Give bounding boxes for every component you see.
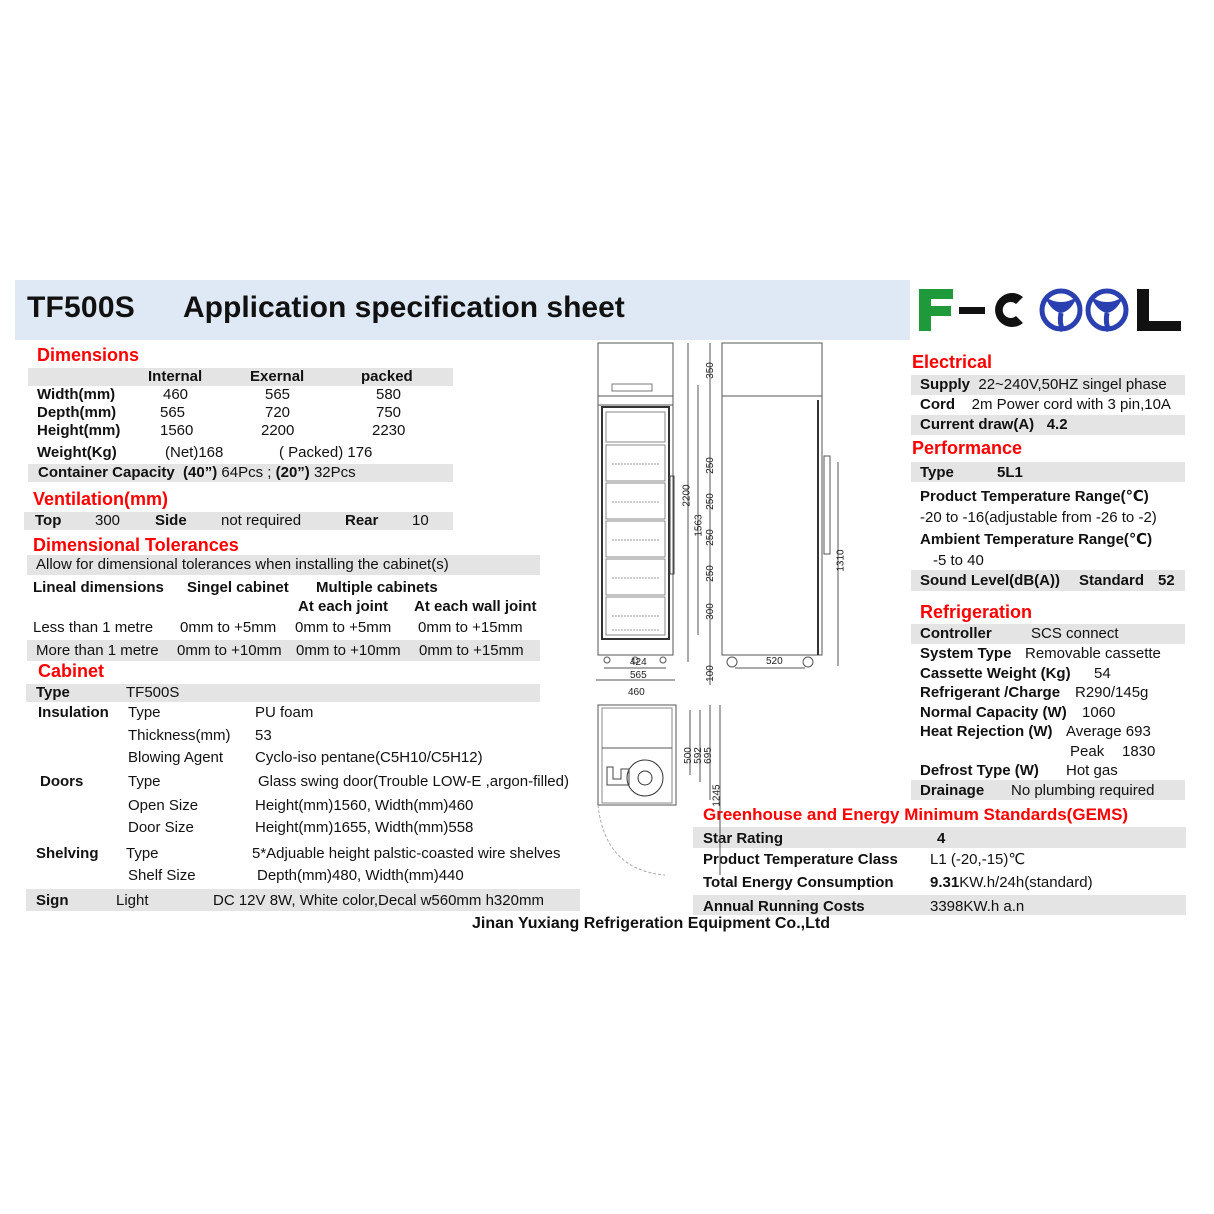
ambient-temp-value: -5 to 40 <box>933 552 984 569</box>
col-multiple: Multiple cabinets <box>316 579 438 596</box>
sound-value: 52 <box>1158 572 1175 589</box>
vent-top-value: 300 <box>95 512 121 529</box>
handle-height: 1310 <box>835 549 847 572</box>
front-inner-height: 1563 <box>693 514 705 537</box>
tol-wall: 0mm to +15mm <box>419 642 524 659</box>
refrigerant-value: R290/145g <box>1075 684 1149 701</box>
spec-key: Shelf Size <box>128 867 196 884</box>
row-label: Height(mm) <box>37 422 121 439</box>
supply-row <box>920 376 1167 394</box>
energy-label: Total Energy Consumption <box>703 874 894 891</box>
shelving-label: Shelving <box>36 845 99 862</box>
col-lineal: Lineal dimensions <box>33 579 164 596</box>
swirl-o-icon <box>1042 291 1080 331</box>
sign-label: Sign <box>36 892 69 909</box>
spec-value: 5*Adjuable height palstic-coasted wire shelves <box>252 845 561 862</box>
tol-row-label: More than 1 metre <box>36 642 159 659</box>
section-heading-performance: Performance <box>912 438 1023 458</box>
spec-key: Blowing Agent <box>128 749 224 766</box>
container-capacity <box>38 464 356 482</box>
cell: 1560 <box>160 422 194 439</box>
container-20-value: 32Pcs <box>313 464 356 481</box>
company-name: Jinan Yuxiang Refrigeration Equipment Co.,Ltd <box>472 915 830 932</box>
side-wheel-depth: 520 <box>766 656 783 667</box>
front-total-height: 2200 <box>681 484 693 507</box>
ambient-temp-label: Ambient Temperature Range(℃) <box>920 531 1153 548</box>
section-heading-cabinet: Cabinet <box>38 661 105 681</box>
spec-value: Height(mm)1655, Width(mm)558 <box>255 819 474 836</box>
cord-label: Cord <box>920 396 955 413</box>
cell: 720 <box>265 404 291 421</box>
section-heading-refrigeration: Refrigeration <box>920 602 1033 622</box>
vent-rear-value: 10 <box>412 512 429 529</box>
f-cool-logo <box>915 283 1185 337</box>
front-side-elevation-drawing <box>590 340 860 690</box>
current-label: Current draw(A) <box>920 416 1035 433</box>
spec-key: Open Size <box>128 797 199 814</box>
heat-average: Average 693 <box>1066 723 1151 740</box>
segment-250: 250 <box>704 457 716 474</box>
star-label: Star Rating <box>703 830 784 847</box>
product-temp-label: Product Temperature Range(℃) <box>920 488 1149 505</box>
door-swing-depth: 1245 <box>711 784 723 807</box>
cell: 565 <box>160 404 186 421</box>
annual-value: 3398KW.h a.n <box>930 898 1025 915</box>
col-joint: At each joint <box>298 598 389 615</box>
spec-key: Type <box>128 773 161 790</box>
spec-key: Door Size <box>128 819 194 836</box>
cell: 565 <box>265 386 291 403</box>
tol-single: 0mm to +5mm <box>180 619 277 636</box>
capacity-label: Normal Capacity (W) <box>920 704 1067 721</box>
section-heading-gems: Greenhouse and Energy Minimum Standards(GEMS) <box>703 805 1129 824</box>
segment-250: 250 <box>704 493 716 510</box>
perf-type-label: Type <box>920 464 954 481</box>
vent-rear-label: Rear <box>345 512 379 529</box>
col-external: Exernal <box>250 368 305 385</box>
segment-250: 250 <box>704 529 716 546</box>
front-outer-width: 565 <box>630 670 647 681</box>
spec-value: Height(mm)1560, Width(mm)460 <box>255 797 474 814</box>
cell: 460 <box>163 386 189 403</box>
cassette-value: 54 <box>1094 665 1111 682</box>
current-value: 4.2 <box>1046 416 1068 433</box>
weight-net: (Net)168 <box>165 444 224 461</box>
row-shade <box>26 684 540 702</box>
controller-label: Controller <box>920 625 992 642</box>
container-label: Container Capacity <box>38 464 175 481</box>
spec-value: Depth(mm)480, Width(mm)440 <box>257 867 464 884</box>
row-label: Depth(mm) <box>37 404 117 421</box>
tol-joint: 0mm to +10mm <box>296 642 401 659</box>
section-heading-electrical: Electrical <box>912 352 993 372</box>
drainage-value: No plumbing required <box>1011 782 1155 799</box>
heat-peak-label: Peak <box>1070 743 1105 760</box>
spec-value: PU foam <box>255 704 314 721</box>
heat-peak-value: 1830 <box>1122 743 1156 760</box>
segment-300: 300 <box>704 603 716 620</box>
class-value: L1 (-20,-15)℃ <box>930 851 1026 868</box>
class-label: Product Temperature Class <box>703 851 898 868</box>
capacity-value: 1060 <box>1082 704 1116 721</box>
controller-value: SCS connect <box>1031 625 1119 642</box>
cell: 2200 <box>261 422 295 439</box>
top-depth-500: 500 <box>682 747 694 764</box>
spec-value: 53 <box>255 727 272 744</box>
section-heading-ventilation: Ventilation(mm) <box>33 489 169 509</box>
insulation-label: Insulation <box>38 704 109 721</box>
energy-unit: KW.h/24h(standard) <box>959 874 1093 891</box>
sound-standard: Standard <box>1079 572 1145 589</box>
supply-value: 22~240V,50HZ singel phase <box>978 376 1167 393</box>
cell: 750 <box>376 404 402 421</box>
system-value: Removable cassette <box>1025 645 1161 662</box>
container-40-value: 64Pcs ; <box>221 464 272 481</box>
col-internal: Internal <box>148 368 203 385</box>
model-number: TF500S <box>27 291 135 324</box>
weight-label: Weight(Kg) <box>37 444 117 461</box>
segment-350: 350 <box>704 362 716 379</box>
segment-100: 100 <box>704 665 716 682</box>
cassette-label: Cassette Weight (Kg) <box>920 665 1071 682</box>
cord-value: 2m Power cord with 3 pin,10A <box>971 396 1171 413</box>
container-20-label: (20”) <box>275 464 310 481</box>
supply-label: Supply <box>920 376 971 393</box>
spec-key: Type <box>128 704 161 721</box>
spec-key: Thickness(mm) <box>128 727 231 744</box>
tol-row-label: Less than 1 metre <box>33 619 154 636</box>
vent-side-label: Side <box>155 512 187 529</box>
system-label: System Type <box>920 645 1012 662</box>
product-temp-value: -20 to -16(adjustable from -26 to -2) <box>920 509 1157 526</box>
cell: 2230 <box>372 422 406 439</box>
top-view-drawing <box>595 700 730 880</box>
top-depth-695: 695 <box>702 747 714 764</box>
spec-key: Type <box>126 845 159 862</box>
cabinet-type-value: TF500S <box>126 684 180 701</box>
energy-value <box>930 874 1093 892</box>
weight-packed: ( Packed) 176 <box>279 444 373 461</box>
segment-250: 250 <box>704 565 716 582</box>
tol-wall: 0mm to +15mm <box>418 619 523 636</box>
vent-side-value: not required <box>221 512 302 529</box>
row-label: Width(mm) <box>37 386 116 403</box>
doors-label: Doors <box>40 773 84 790</box>
perf-type-value: 5L1 <box>997 464 1023 481</box>
defrost-label: Defrost Type (W) <box>920 762 1039 779</box>
cell: 580 <box>376 386 402 403</box>
star-value: 4 <box>937 830 946 847</box>
spec-value: Glass swing door(Trouble LOW-E ,argon-filled) <box>258 773 569 790</box>
top-width: 460 <box>628 687 645 698</box>
current-row <box>920 416 1068 434</box>
tolerance-note: Allow for dimensional tolerances when installing the cabinet(s) <box>36 556 449 573</box>
tol-joint: 0mm to +5mm <box>295 619 392 636</box>
section-heading-tolerances: Dimensional Tolerances <box>33 535 239 555</box>
container-40-label: (40”) <box>183 464 218 481</box>
col-packed: packed <box>361 368 413 385</box>
sign-value: DC 12V 8W, White color,Decal w560mm h320mm <box>213 892 544 909</box>
front-feet-width: 424 <box>630 657 647 668</box>
refrigerant-label: Refrigerant /Charge <box>920 684 1061 701</box>
annual-label: Annual Running Costs <box>703 898 865 915</box>
vent-top-label: Top <box>35 512 62 529</box>
top-depth-592: 592 <box>692 747 704 764</box>
section-heading-dimensions: Dimensions <box>37 345 140 365</box>
drainage-label: Drainage <box>920 782 985 799</box>
sign-key: Light <box>116 892 149 909</box>
sound-label: Sound Level(dB(A)) <box>920 572 1060 589</box>
cabinet-type-label: Type <box>36 684 70 701</box>
cord-row <box>920 396 1171 414</box>
col-wall: At each wall joint <box>414 598 537 615</box>
page-title: Application specification sheet <box>183 291 625 324</box>
col-single: Singel cabinet <box>187 579 289 596</box>
defrost-value: Hot gas <box>1066 762 1118 779</box>
spec-value: Cyclo-iso pentane(C5H10/C5H12) <box>255 749 483 766</box>
heat-label: Heat Rejection (W) <box>920 723 1053 740</box>
tol-single: 0mm to +10mm <box>177 642 282 659</box>
energy-number: 9.31 <box>930 874 960 891</box>
